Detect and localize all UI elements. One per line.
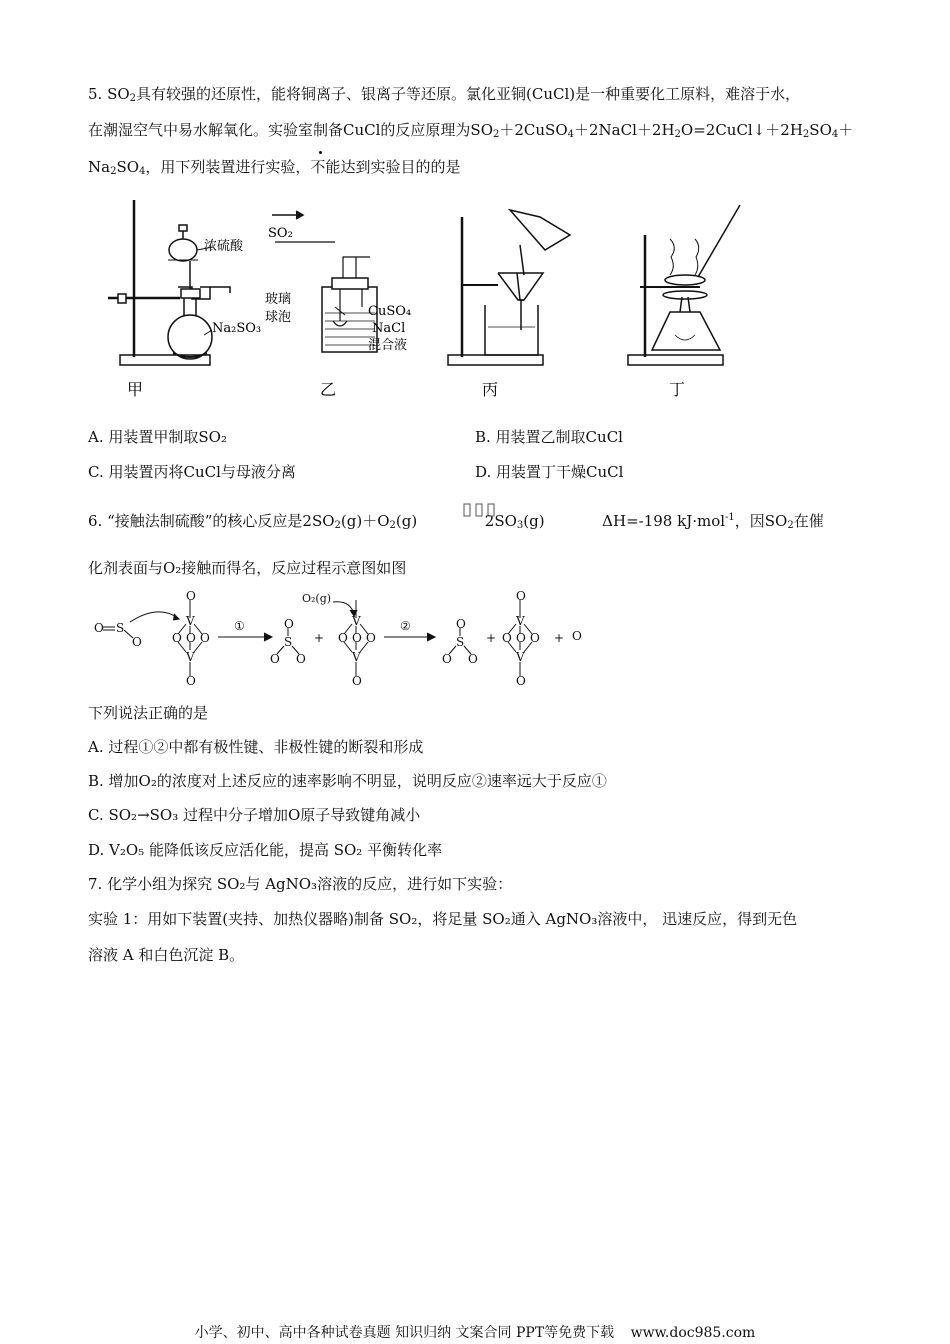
q6-option-b: B. 增加O₂的浓度对上述反应的速率影响不明显，说明反应②速率远大于反应① — [88, 772, 607, 790]
svg-text:②: ② — [400, 619, 411, 633]
soln-label-1: CuSO₄ — [368, 304, 412, 319]
svg-text:O: O — [186, 590, 196, 603]
svg-text:O: O — [572, 629, 582, 643]
bubble-label-2: 球泡 — [265, 310, 292, 325]
svg-text:V: V — [186, 614, 195, 628]
q7-line-3: 溶液 A 和白色沉淀 B。 — [88, 946, 245, 964]
q5-option-a: A. 用装置甲制取SO₂ — [88, 428, 227, 446]
figure-label-ding: 丁 — [669, 380, 686, 399]
svg-text:S: S — [284, 635, 293, 649]
q5-line-3: $Na_2SO_4$，用下列装置进行实验，不能达到实验目的的是 — [88, 158, 461, 177]
svg-text:O: O — [94, 621, 104, 635]
svg-text:V: V — [352, 614, 361, 628]
q6-option-a: A. 过程①②中都有极性键、非极性键的断裂和形成 — [88, 738, 424, 756]
svg-text:O: O — [516, 631, 526, 645]
svg-text:O: O — [186, 674, 196, 688]
svg-text:O: O — [200, 631, 210, 645]
q7-line-1: 7. 化学小组为探究 SO₂与 AgNO₃溶液的反应，进行如下实验： — [88, 875, 513, 893]
svg-text:O: O — [530, 631, 540, 645]
soln-label-2: NaCl — [372, 321, 406, 336]
q5-option-d: D. 用装置丁干燥CuCl — [475, 463, 624, 481]
svg-text:+: + — [486, 631, 497, 645]
figure-label-jia: 甲 — [127, 380, 144, 399]
q6-option-c: C. SO₂→SO₃ 过程中分子增加O原子导致键角减小 — [88, 806, 421, 824]
q6-prompt: 下列说法正确的是 — [88, 704, 209, 722]
q5-option-b: B. 用装置乙制取CuCl — [475, 428, 623, 446]
q6-line-1: 6. “接触法制硫酸”的核心反应是$2SO_2(g)+O_2(g)$ $2SO_3(g)$ ΔH=-198 kJ·mol$^{-1}$，因$SO_2$在催 — [88, 512, 824, 531]
svg-text:O: O — [284, 617, 294, 631]
svg-text:O: O — [456, 617, 466, 631]
svg-text:O: O — [516, 590, 526, 603]
q6-option-d: D. V₂O₅ 能降低该反应活化能，提高 SO₂ 平衡转化率 — [88, 841, 443, 859]
svg-text:O: O — [296, 652, 306, 666]
salt-label: Na₂SO₃ — [212, 321, 262, 336]
svg-text:O: O — [352, 674, 362, 688]
svg-text:+: + — [554, 631, 565, 645]
svg-text:O: O — [502, 631, 512, 645]
acid-label: 浓硫酸 — [204, 239, 244, 254]
svg-text:S: S — [456, 635, 465, 649]
q6-line-2: 化剂表面与O₂接触而得名，反应过程示意图如图 — [88, 559, 407, 577]
emphasis-dot — [319, 151, 322, 154]
q7-line-2: 实验 1：用如下装置(夹持、加热仪器略)制备 SO₂，将足量 SO₂通入 AgNO₃溶液中， 迅速反应，得到无色 — [88, 910, 798, 928]
svg-text:①: ① — [234, 619, 245, 633]
svg-text:O: O — [352, 631, 362, 645]
figure-label-yi: 乙 — [320, 380, 337, 399]
svg-text:O: O — [186, 631, 196, 645]
gas-label: SO₂ — [268, 226, 293, 241]
apparatus-figure — [100, 195, 780, 410]
svg-text:O: O — [468, 652, 478, 666]
svg-text:O: O — [270, 652, 280, 666]
svg-text:O: O — [366, 631, 376, 645]
equilibrium-arrow-icon — [458, 500, 498, 520]
svg-text:O: O — [132, 635, 142, 649]
svg-text:O: O — [516, 674, 526, 688]
q5-option-c: C. 用装置丙将CuCl与母液分离 — [88, 463, 296, 481]
svg-text:+: + — [314, 631, 325, 645]
svg-text:V: V — [186, 650, 195, 664]
svg-text:V: V — [352, 650, 361, 664]
svg-text:O₂(g): O₂(g) — [302, 592, 332, 605]
figure-label-bing: 丙 — [482, 380, 499, 399]
footer-text: 小学、初中、高中各种试卷真题 知识归纳 文案合同 PPT等免费下载 — [194, 1325, 615, 1341]
svg-text:V: V — [516, 650, 525, 664]
svg-text:V: V — [516, 614, 525, 628]
bubble-label-1: 玻璃 — [265, 292, 292, 307]
reaction-diagram — [88, 590, 608, 690]
svg-text:O: O — [442, 652, 452, 666]
q5-line-2: 在潮湿空气中易水解氧化。实验室制备CuCl的反应原理为$SO_2+2CuSO_4+2NaCl+2H_2O=2CuCl↓+2H_2SO_4+$ — [88, 121, 854, 140]
footer-link[interactable]: www.doc985.com — [630, 1325, 756, 1341]
svg-text:O: O — [338, 631, 348, 645]
soln-label-3: 混合液 — [368, 338, 408, 353]
q5-line-1: 5. $SO_2$具有较强的还原性，能将铜离子、银离子等还原。氯化亚铜(CuCl)是一种重要化工原料，难溶于水， — [88, 85, 801, 104]
svg-text:S: S — [116, 621, 125, 635]
svg-text:O: O — [172, 631, 182, 645]
page-footer — [0, 1322, 950, 1342]
